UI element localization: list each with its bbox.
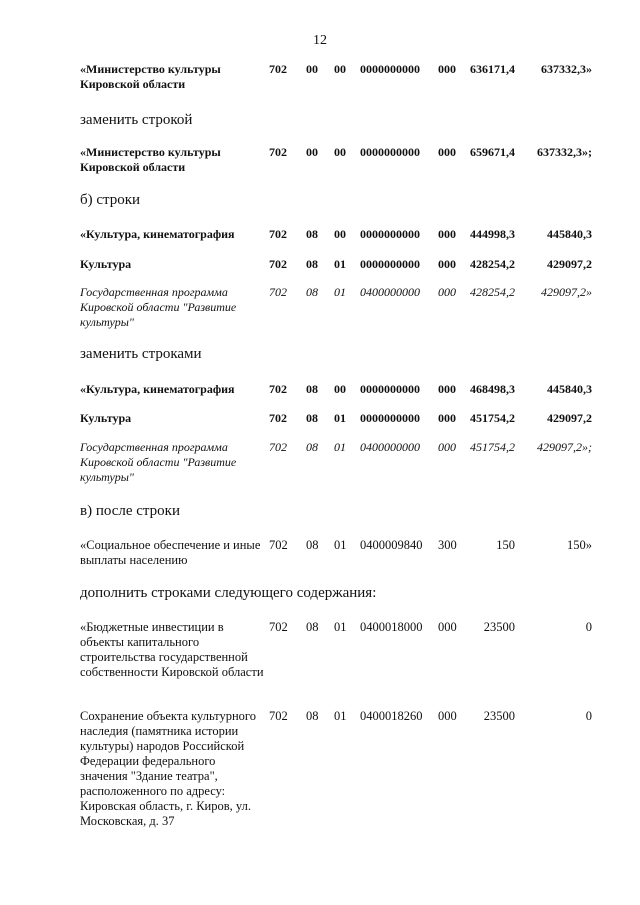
amount-year-2: 445840,3 xyxy=(547,227,592,241)
amount-year-2: 429097,2»; xyxy=(537,440,592,454)
target-article-code: 0400018260 xyxy=(360,709,423,723)
row-name: «Социальное обеспечение и иные выплаты населению xyxy=(80,538,261,567)
ministry-code: 702 xyxy=(269,62,287,76)
amount-year-2: 0 xyxy=(585,620,592,634)
target-article-code: 0000000000 xyxy=(360,62,420,76)
row-name: Государственная программа Кировской области "Развитие культуры" xyxy=(80,285,237,329)
subsection-code: 01 xyxy=(334,411,346,425)
ministry-code: 702 xyxy=(269,227,287,241)
amount-year-1: 659671,4 xyxy=(470,145,515,159)
expense-type-code: 000 xyxy=(438,257,456,271)
amount-year-1: 428254,2 xyxy=(470,257,515,271)
expense-type-code: 000 xyxy=(438,620,457,634)
subsection-code: 01 xyxy=(334,538,347,552)
section-code: 00 xyxy=(306,145,318,159)
section-code: 00 xyxy=(306,62,318,76)
amount-year-2: 429097,2 xyxy=(547,411,592,425)
amount-year-2: 637332,3» xyxy=(541,62,592,76)
target-article-code: 0400000000 xyxy=(360,285,420,299)
expense-type-code: 000 xyxy=(438,709,457,723)
expense-type-code: 300 xyxy=(438,538,457,552)
target-article-code: 0000000000 xyxy=(360,145,420,159)
page-number: 12 xyxy=(313,33,327,48)
expense-type-code: 000 xyxy=(438,440,456,454)
ministry-code: 702 xyxy=(269,145,287,159)
instruction-text: заменить строками xyxy=(80,346,202,362)
section-code: 08 xyxy=(306,440,318,454)
amount-year-2: 0 xyxy=(585,709,592,723)
expense-type-code: 000 xyxy=(438,382,456,396)
row-name: Культура xyxy=(80,411,132,425)
row-name: Сохранение объекта культурного наследия (памятника истории культуры) народов Российской Федерации федерального значения "Здание театра", расположенного по адресу: Кировская область, г. Киров, ул. Московская, д. 37 xyxy=(80,709,256,828)
subsection-code: 01 xyxy=(334,620,347,634)
ministry-code: 702 xyxy=(269,382,287,396)
subsection-code: 01 xyxy=(334,440,346,454)
ministry-code: 702 xyxy=(269,709,288,723)
amount-year-2: 637332,3»; xyxy=(537,145,592,159)
amount-year-2: 429097,2 xyxy=(547,257,592,271)
instruction-text: дополнить строками следующего содержания: xyxy=(80,585,377,601)
section-code: 08 xyxy=(306,227,318,241)
expense-type-code: 000 xyxy=(438,411,456,425)
instruction-text: в) после строки xyxy=(80,503,180,519)
subsection-code: 00 xyxy=(334,382,346,396)
section-code: 08 xyxy=(306,538,319,552)
target-article-code: 0400018000 xyxy=(360,620,423,634)
target-article-code: 0000000000 xyxy=(360,227,420,241)
amount-year-1: 150 xyxy=(496,538,515,552)
ministry-code: 702 xyxy=(269,440,287,454)
section-code: 08 xyxy=(306,620,319,634)
instruction-text: б) строки xyxy=(80,192,141,208)
subsection-code: 00 xyxy=(334,227,346,241)
amount-year-1: 451754,2 xyxy=(470,440,515,454)
target-article-code: 0400009840 xyxy=(360,538,423,552)
section-code: 08 xyxy=(306,411,318,425)
instruction-text: заменить строкой xyxy=(80,112,193,128)
subsection-code: 01 xyxy=(334,285,346,299)
expense-type-code: 000 xyxy=(438,62,456,76)
amount-year-2: 150» xyxy=(567,538,592,552)
expense-type-code: 000 xyxy=(438,285,456,299)
subsection-code: 01 xyxy=(334,257,346,271)
amount-year-1: 636171,4 xyxy=(470,62,515,76)
amount-year-1: 451754,2 xyxy=(470,411,515,425)
ministry-code: 702 xyxy=(269,257,287,271)
row-name: Культура xyxy=(80,257,132,271)
target-article-code: 0400000000 xyxy=(360,440,420,454)
amount-year-1: 468498,3 xyxy=(470,382,515,396)
target-article-code: 0000000000 xyxy=(360,382,420,396)
ministry-code: 702 xyxy=(269,620,288,634)
amount-year-2: 429097,2» xyxy=(541,285,592,299)
target-article-code: 0000000000 xyxy=(360,257,420,271)
amount-year-1: 444998,3 xyxy=(470,227,515,241)
ministry-code: 702 xyxy=(269,285,287,299)
row-name: «Министерство культуры Кировской области xyxy=(80,145,221,174)
row-name: «Бюджетные инвестиции в объекты капитального строительства государственной собственности Кировской области xyxy=(80,620,264,679)
ministry-code: 702 xyxy=(269,538,288,552)
section-code: 08 xyxy=(306,285,318,299)
ministry-code: 702 xyxy=(269,411,287,425)
subsection-code: 00 xyxy=(334,145,346,159)
section-code: 08 xyxy=(306,382,318,396)
amount-year-2: 445840,3 xyxy=(547,382,592,396)
subsection-code: 00 xyxy=(334,62,346,76)
section-code: 08 xyxy=(306,257,318,271)
row-name: «Министерство культуры Кировской области xyxy=(80,62,221,91)
expense-type-code: 000 xyxy=(438,145,456,159)
section-code: 08 xyxy=(306,709,319,723)
expense-type-code: 000 xyxy=(438,227,456,241)
row-name: «Культура, кинематография xyxy=(80,227,235,241)
amount-year-1: 428254,2 xyxy=(470,285,515,299)
row-name: «Культура, кинематография xyxy=(80,382,235,396)
amount-year-1: 23500 xyxy=(483,709,515,723)
target-article-code: 0000000000 xyxy=(360,411,420,425)
amount-year-1: 23500 xyxy=(483,620,515,634)
row-name: Государственная программа Кировской области "Развитие культуры" xyxy=(80,440,237,484)
subsection-code: 01 xyxy=(334,709,347,723)
